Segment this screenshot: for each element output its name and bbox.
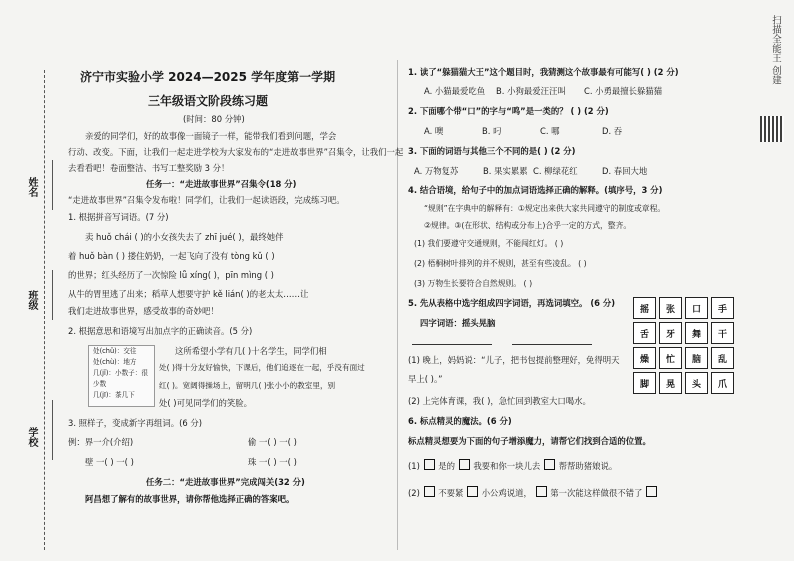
q1-line-2: 着 huǒ bàn ( ) 搂住奶奶，一起飞向了没有 tòng kǔ ( ) bbox=[68, 251, 275, 261]
q2-line-2: 处( )得十分友好愉快，下课后，他们追逐在一起，乎没有面过 bbox=[159, 363, 365, 372]
r2-option-a: A. 噢 bbox=[424, 126, 444, 136]
grid-cell: 忙 bbox=[659, 347, 682, 369]
task1-heading: 任务一：“走进故事世界”召集令(18 分) bbox=[146, 179, 297, 189]
q1-heading: 1. 根据拼音写词语。(7 分) bbox=[68, 212, 169, 222]
r6-s2-num: (2) bbox=[408, 488, 420, 498]
r3-option-b: B. 果实累累 bbox=[483, 166, 528, 176]
character-grid bbox=[633, 297, 734, 394]
r5-sentence-3: (2) 上完体育课，我( )，急忙回到教室大口喝水。 bbox=[408, 396, 591, 406]
r4-sentence-2: (2) 梧桐树叶排列的并不规则，甚至有些凌乱。 ( ) bbox=[414, 259, 587, 268]
answer-line bbox=[412, 344, 492, 345]
grid-cell: 乱 bbox=[711, 347, 734, 369]
r6-s2-part2: 小公鸡说道， bbox=[481, 488, 532, 498]
r6-s2-part3: 第一次能这样做很不错了 bbox=[550, 488, 643, 498]
r6-sentence-1 bbox=[408, 459, 617, 472]
r2-option-d: D. 吞 bbox=[602, 126, 623, 136]
r1-question: 1. 读了“躲猫猫大王”这个题目时，我猜测这个故事最有可能写( ) (2 分) bbox=[408, 67, 679, 77]
q1-line-3: 的世界；红头经历了一次惊险 lǚ xíng( )，pīn mìng ( ) bbox=[68, 270, 274, 280]
q3-item-b: 壁 一( ) 一( ) bbox=[85, 457, 134, 467]
r2-option-b: B. 叼 bbox=[482, 126, 502, 136]
r6-s1-num: (1) bbox=[408, 461, 420, 471]
r1-option-c: C. 小勇最擅长躲猫猫 bbox=[584, 86, 663, 96]
grid-cell: 舞 bbox=[685, 322, 708, 344]
task2-desc: 阿昌想了解有的故事世界，请你帮他选择正确的答案吧。 bbox=[85, 494, 295, 504]
r6-sentence-2 bbox=[408, 486, 658, 499]
punctuation-box[interactable] bbox=[424, 459, 435, 470]
q3-item-c: 珠 一( ) 一( ) bbox=[248, 457, 297, 467]
exam-time: (时间：80 分钟) bbox=[183, 114, 245, 124]
class-label: 班级 bbox=[26, 290, 37, 310]
r6-s1-part3: 帮帮助猪娘说。 bbox=[558, 461, 618, 471]
r4-question: 4. 结合语境，给句子中的加点词语选择正确的解释。(填序号，3 分) bbox=[408, 185, 663, 195]
q2-line-3: 红( )。宽阔得操场上，留明几( )张小小的教室里，别 bbox=[159, 381, 336, 390]
grid-cell: 张 bbox=[659, 297, 682, 319]
school-underline bbox=[52, 400, 53, 460]
r6-s2-part1: 不要紧 bbox=[438, 488, 464, 498]
name-underline bbox=[52, 160, 53, 210]
grid-cell: 摇 bbox=[633, 297, 656, 319]
pronunciation-note bbox=[88, 345, 155, 407]
exam-title: 济宁市实验小学 2024—2025 学年度第一学期 bbox=[80, 70, 336, 84]
q2-line-1: 这所希望小学有几( )十名学生，同学们相 bbox=[175, 346, 327, 356]
grid-cell: 舌 bbox=[633, 322, 656, 344]
r5-sentence-1: (1) 晚上，妈妈说：“儿子，把书包提前整理好，免得明天 bbox=[408, 355, 620, 365]
r5-example: 四字词语：摇头晃脑 bbox=[420, 318, 496, 328]
answer-line bbox=[512, 344, 592, 345]
punctuation-box[interactable] bbox=[646, 486, 657, 497]
r3-question: 3. 下面的词语与其他三个不同的是( ) (2 分) bbox=[408, 146, 576, 156]
r3-option-a: A. 万物复苏 bbox=[414, 166, 459, 176]
grid-cell: 手 bbox=[711, 297, 734, 319]
note-line: 几(jī)：茶几下 bbox=[93, 391, 135, 399]
name-label: 姓名 bbox=[26, 177, 37, 197]
punctuation-box[interactable] bbox=[424, 486, 435, 497]
r4-sentence-3: (3) 万物生长要符合自然规则。 ( ) bbox=[414, 279, 533, 288]
school-label: 学校 bbox=[26, 427, 37, 447]
grid-cell: 牙 bbox=[659, 322, 682, 344]
grid-cell: 头 bbox=[685, 372, 708, 394]
note-line: 处(chù)：地方 bbox=[93, 358, 137, 366]
q3-heading: 3. 照样子，变成新字再组词。(6 分) bbox=[68, 418, 203, 428]
grid-cell: 爪 bbox=[711, 372, 734, 394]
note-line: 几(jǐ)：小数子：很少数 bbox=[93, 369, 148, 388]
grid-cell: 燥 bbox=[633, 347, 656, 369]
intro-line-2: 行动、改变。下面，让我们一起走进学校为大家发布的“走进故事世界”召集令，让我们一起 bbox=[68, 147, 404, 157]
r4-definition-2: ②规律。③(在形状、结构或分布上)合乎一定的方式，整齐。 bbox=[424, 221, 632, 230]
grid-cell: 晃 bbox=[659, 372, 682, 394]
note-line: 处(chǔ)：交往 bbox=[93, 347, 137, 355]
r2-option-c: C. 哪 bbox=[540, 126, 560, 136]
r6-desc: 标点精灵想要为下面的句子增添魔力，请帮它们找到合适的位置。 bbox=[408, 436, 651, 446]
r5-sentence-2: 早上( )。” bbox=[408, 374, 443, 384]
q1-line-1: 卖 huǒ chái ( )的小女孩失去了 zhī jué( )，最终她伴 bbox=[85, 232, 284, 242]
punctuation-box[interactable] bbox=[467, 486, 478, 497]
grid-cell: 脚 bbox=[633, 372, 656, 394]
r4-sentence-1: (1) 我们要遵守交通规则，不能闯红灯。 ( ) bbox=[414, 239, 564, 248]
r4-definition-1: “规则”在字典中的解释有：①规定出来供大家共同遵守的制度或章程。 bbox=[424, 204, 666, 213]
scanner-watermark: 扫描全能王 创建 bbox=[770, 15, 781, 85]
r3-option-d: D. 春回大地 bbox=[602, 166, 648, 176]
r6-s1-part1: 是的 bbox=[438, 461, 455, 471]
exam-subtitle: 三年级语文阶段练习题 bbox=[148, 94, 269, 108]
intro-line-1: 亲爱的同学们，好的故事像一面镜子一样，能带我们看到问题，学会 bbox=[85, 131, 337, 141]
r2-question: 2. 下面哪个带“口”的字与“鸣”是一类的？ ( ) (2 分) bbox=[408, 106, 609, 116]
punctuation-box[interactable] bbox=[459, 459, 470, 470]
task2-heading: 任务二：“走进故事世界”完成闯关(32 分) bbox=[146, 477, 305, 487]
q3-item-a: 偷 一( ) 一( ) bbox=[248, 437, 297, 447]
punctuation-box[interactable] bbox=[544, 459, 555, 470]
r3-option-c: C. 柳绿花红 bbox=[533, 166, 578, 176]
punctuation-box[interactable] bbox=[536, 486, 547, 497]
column-divider bbox=[397, 60, 398, 550]
q1-line-4: 从牛的胃里逃了出来；稻草人想要守护 kě lián( )的老太太……让 bbox=[68, 289, 309, 299]
r6-question: 6. 标点精灵的魔法。(6 分) bbox=[408, 416, 512, 426]
task1-desc: “走进故事世界”召集令发布啦！同学们，让我们一起读语段，完成练习吧。 bbox=[68, 195, 345, 205]
r5-question: 5. 先从表格中选字组成四字词语，再选词填空。 (6 分) bbox=[408, 298, 616, 308]
qr-code-icon bbox=[760, 116, 784, 142]
q1-line-5: 我们走进故事世界，感受故事的奇妙吧！ bbox=[68, 306, 219, 316]
grid-cell: 干 bbox=[711, 322, 734, 344]
q3-example: 例：界一介(介绍) bbox=[68, 437, 134, 447]
grid-cell: 口 bbox=[685, 297, 708, 319]
intro-line-3: 去看看吧！卷面整洁、书写工整奖励 3 分！ bbox=[68, 163, 230, 173]
grid-cell: 脑 bbox=[685, 347, 708, 369]
binding-line bbox=[44, 70, 45, 550]
class-underline bbox=[52, 270, 53, 320]
q2-line-4: 处( )可见同学们的笑脸。 bbox=[159, 398, 252, 408]
r1-option-a: A. 小猫最爱吃鱼 bbox=[424, 86, 486, 96]
r1-option-b: B. 小狗最爱汪汪叫 bbox=[496, 86, 566, 96]
q2-heading: 2. 根据意思和语境写出加点字的正确读音。(5 分) bbox=[68, 326, 253, 336]
r6-s1-part2: 我要和你一块儿去 bbox=[473, 461, 541, 471]
